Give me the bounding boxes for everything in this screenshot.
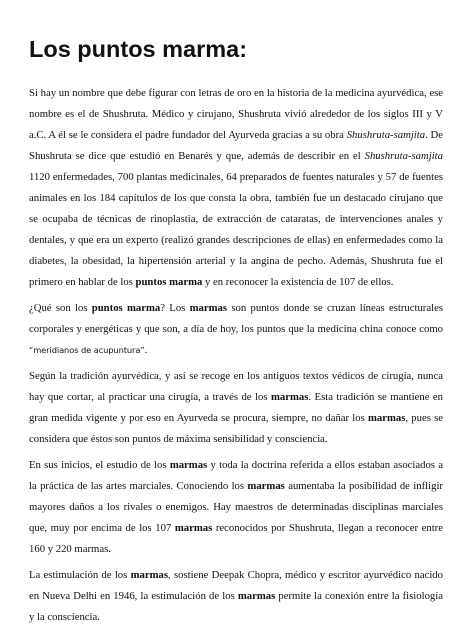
text-run: y en reconocer la existencia de 107 de ellos. — [202, 276, 394, 288]
text-run: son puntos donde se cruzan líneas estructurales corporales y energéticas y que son, a día de hoy, los puntos que la medicina china conoce como — [29, 302, 443, 335]
bold-term: marmas — [247, 480, 285, 492]
bold-term: marmas — [189, 302, 228, 314]
text-run: ¿Qué son los — [29, 302, 92, 314]
document-page — [29, 34, 443, 628]
text-run: reconocidos por Shushruta, llegan a reconocer entre 160 y 220 marmas. — [29, 522, 443, 555]
text-run: En sus inicios, el estudio de los — [29, 459, 170, 471]
text-run: Si hay un nombre que debe figurar con letras de oro en la historia de la medicina ayurvédica, ese nombre es el de Shushruta. Médico y cirujano, Shushruta vivió alrededor de los siglos III y V a.C. A él se le considera el padre fundador del Ayurveda gracias a su obra — [29, 87, 443, 141]
paragraph-tradition — [29, 366, 443, 450]
paragraph-shushruta — [29, 83, 443, 293]
bold-term: marmas — [367, 412, 406, 424]
text-run: . Esta tradición se mantiene en gran medida vigente y por eso en Ayurveda se procura, siempre, no dañar los — [29, 391, 444, 424]
text-run: . De Shushruta se dice que estudió en Benarés y que, además de describir en el — [29, 129, 443, 162]
text-run: La estimulación de los — [29, 569, 131, 581]
text-run: 1120 enfermedades, 700 plantas medicinales, 64 preparados de fuentes naturales y 57 de fuentes animales en los 184 capítulos de los que consta la obra, también fue un destacado cirujano que se ocupaba de técnicas de rinoplastia, de extracción de cataratas, de intervenciones anales y dentales, y que era un experto (realizó grandes descripciones de ellas) en enfermedades como la diabetes, la obesidad, la hipertensión arterial y la angina de pecho. Además, Shushruta fue el primero en hablar de los — [29, 171, 443, 288]
text-run: . — [144, 344, 148, 356]
text-run: y toda la doctrina referida a ellos estaban asociados a la práctica de las artes marciales. Conociendo los — [29, 459, 443, 492]
bold-term: marmas — [270, 391, 309, 403]
bold-term: puntos marma — [135, 276, 203, 288]
bold-term: marmas — [237, 590, 276, 602]
paragraph-definition — [29, 298, 443, 361]
text-run: , sostiene Deepak Chopra, médico y escritor ayurvédico nacido en Nueva Delhi en 1946, la estimulación de los — [29, 569, 443, 602]
text-run: ? Los — [160, 302, 190, 314]
work-title: Shushruta-samjita — [346, 129, 426, 141]
paragraph-martial-arts — [29, 455, 443, 560]
work-title: Shushruta-samjita — [364, 150, 443, 162]
paragraph-stimulation — [29, 565, 443, 628]
document-title: Los puntos marma: — [29, 36, 248, 62]
text-run: Según la tradición ayurvédica, y así se recoge en los antiguos textos védicos de cirugía, nunca hay que cortar, al practicar una cirugía, a través de los — [29, 370, 443, 403]
text-run: , pues se considera que éstos son puntos de máxima sensibilidad y consciencia. — [29, 412, 443, 445]
text-run: aumentaba la posibilidad de infligir mayores daños a los rivales o enemigos. Hay maestros de determinadas disciplinas marciales que, muy por encima de los 107 — [29, 480, 443, 534]
quoted-term: “meridianos de acupuntura” — [29, 345, 145, 355]
bold-term: puntos marma — [91, 302, 161, 314]
bold-term: marmas — [130, 569, 168, 581]
bold-term: marmas — [174, 522, 213, 534]
bold-term: marmas — [169, 459, 208, 471]
text-run: permite la conexión entre la fisiología y la consciencia. — [29, 590, 443, 623]
